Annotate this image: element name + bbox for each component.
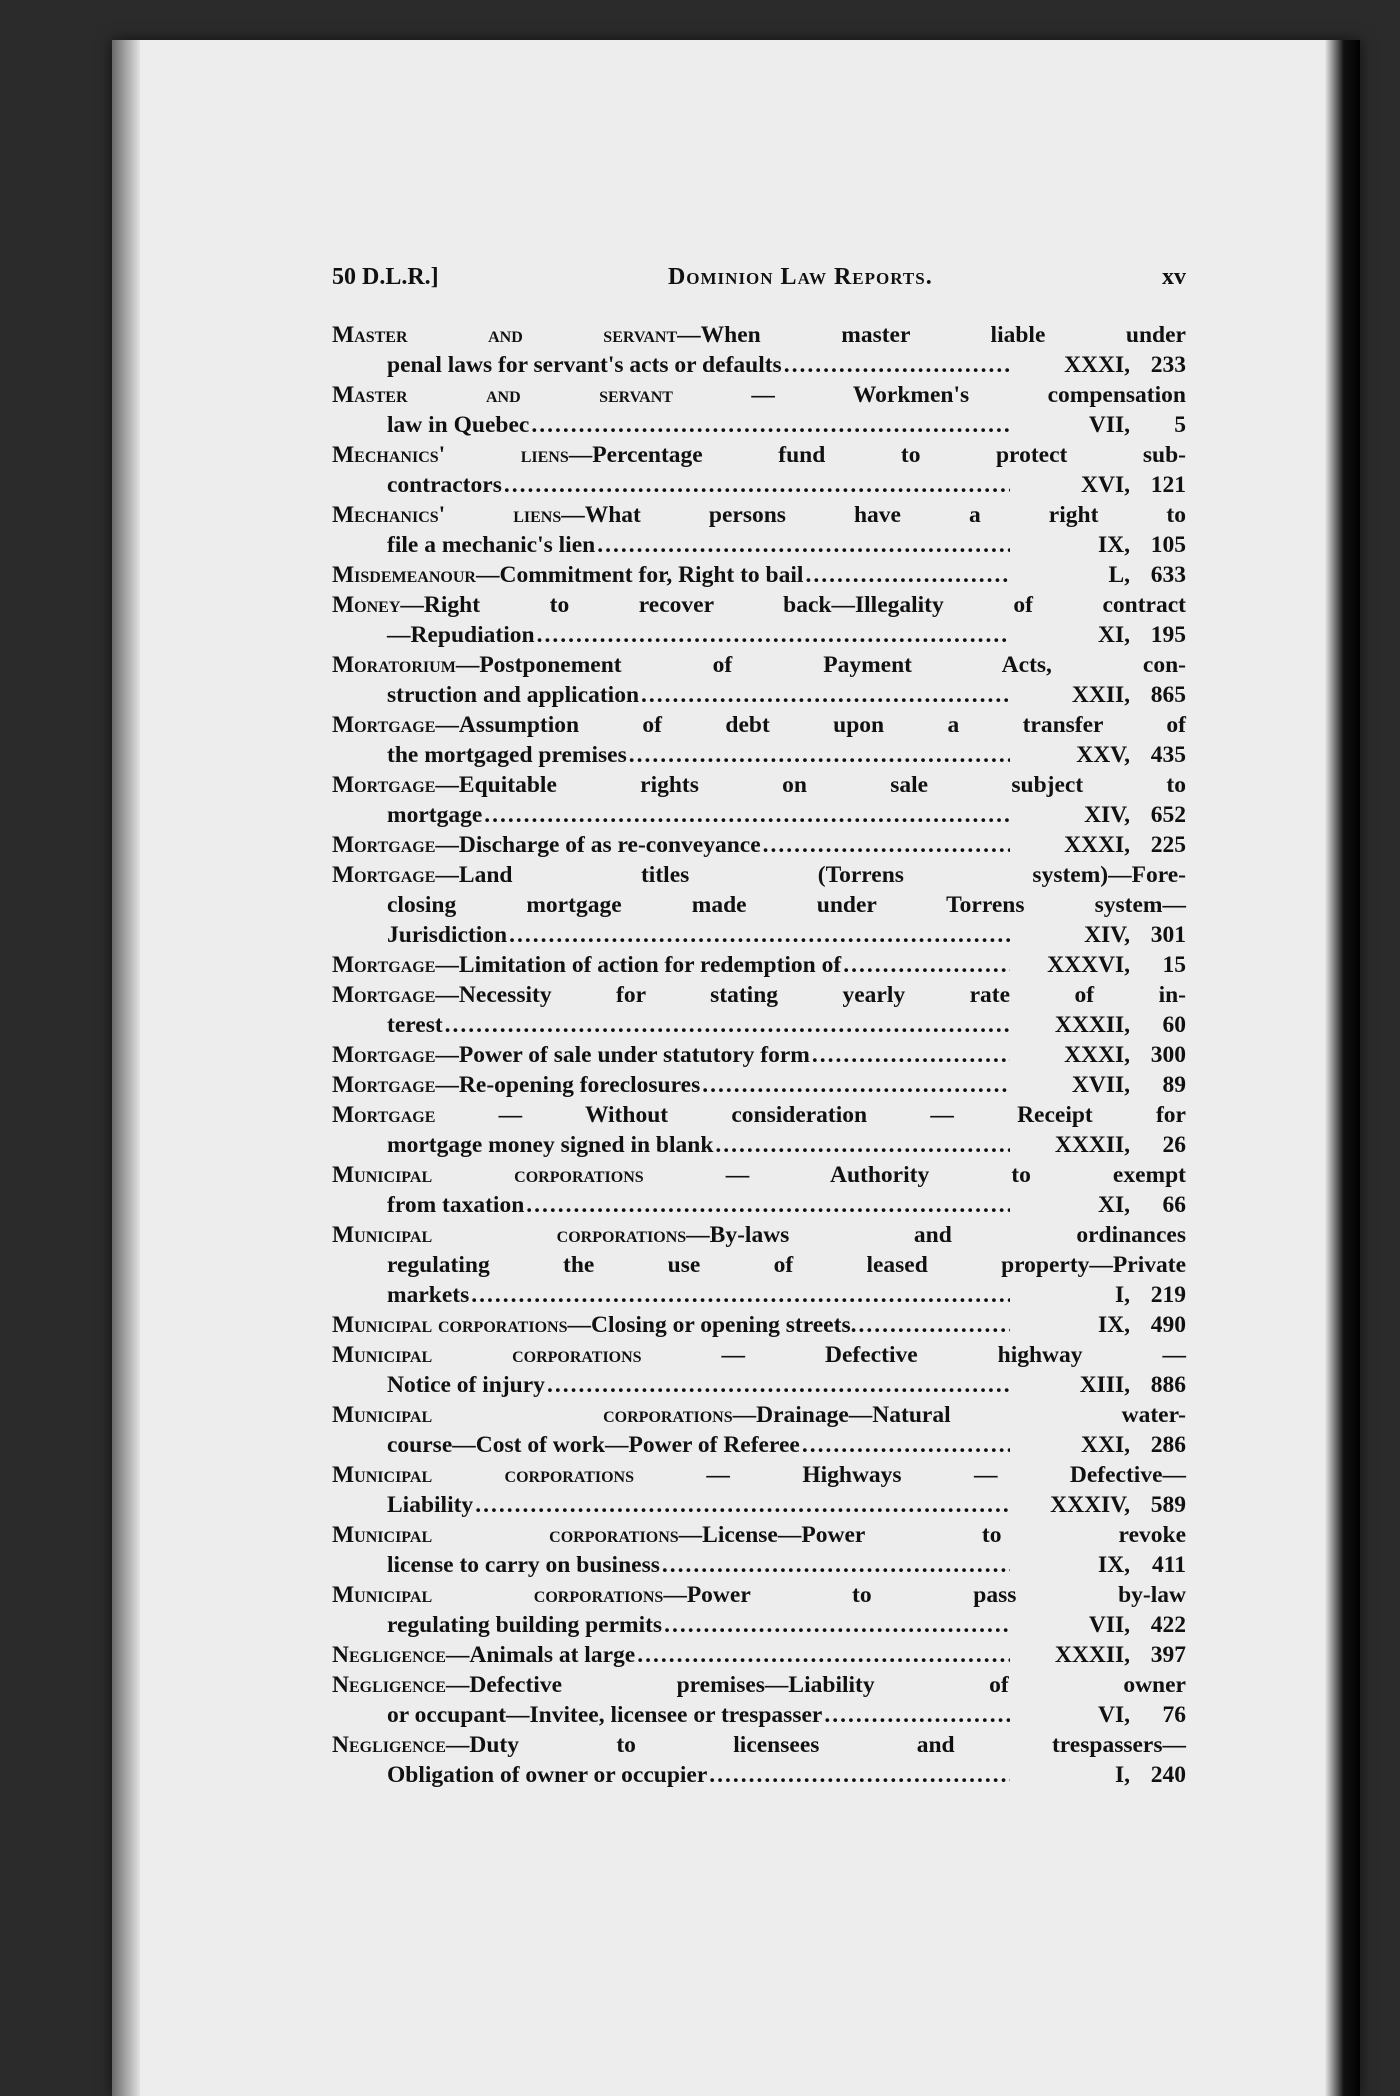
page-reference: 76 [1162,1702,1186,1728]
header-volume-ref: 50 D.L.R.] [332,264,439,290]
entry-continuation-line [332,1610,1186,1640]
entry-heading-term: Municipal corporations [332,1312,568,1338]
entry-text: mortgage money signed in blank [387,1132,714,1158]
volume-number: XXI, [1081,1432,1130,1458]
entry-text: the mortgaged premises [387,742,627,768]
entry-continuation-line [332,1760,1186,1790]
header-page-number: xv [1162,264,1186,290]
index-entry [332,1070,1186,1100]
entry-continuation-line [332,800,1186,830]
entry-first-line [332,590,1186,620]
header-title: Dominion Law Reports. [667,264,933,290]
entry-first-line [332,1070,1186,1100]
entry-text: —Assumption of debt upon a transfer of [435,712,1186,738]
entry-text: —Power to pass by-law [663,1582,1187,1608]
volume-number: XVI, [1081,472,1130,498]
leader-dots [627,740,1010,770]
index-entry [332,650,1186,710]
volume-number: IX, [1098,1552,1130,1578]
entry-first-line [332,1310,1186,1340]
entry-heading-term: Mortgage [332,1072,436,1098]
leader-dots [595,530,1010,560]
index-entry [332,770,1186,830]
entry-continuation-line [332,1430,1186,1460]
entry-heading-term: Mortgage [332,862,436,888]
entry-text: — Defective highway — [641,1342,1186,1368]
entry-first-line [332,1580,1186,1610]
volume-number: XXV, [1076,742,1130,768]
entry-first-line [332,1670,1186,1700]
page-reference: 240 [1150,1762,1186,1788]
page-reference: 435 [1150,742,1186,768]
entry-first-line [332,320,1186,350]
entry-text: or occupant—Invitee, licensee or trespasser [387,1702,823,1728]
entry-heading-term: Moratorium [332,652,456,678]
entry-first-line [332,1040,1186,1070]
entry-heading-term: Negligence [332,1732,446,1758]
entry-heading-term: Mortgage [332,712,436,738]
page-reference: 5 [1174,412,1186,438]
entry-text: — Authority to exempt [643,1162,1186,1188]
entry-text: —Defective premises—Liability of owner [445,1672,1186,1698]
index-entry-list [332,320,1186,1790]
page-reference: 121 [1150,472,1186,498]
leader-dots [856,1310,1010,1340]
entry-heading-term: Misdemeanour [332,562,476,588]
index-entry [332,320,1186,380]
entry-heading-term: Negligence [332,1642,446,1668]
leader-dots [660,1550,1010,1580]
entry-first-line [332,440,1186,470]
entry-text: —Repudiation [387,622,535,648]
entry-first-line [332,1460,1186,1490]
entry-heading-term: Mortgage [332,952,436,978]
entry-text: —By-laws and ordinances [686,1222,1186,1248]
leader-dots [713,1130,1010,1160]
index-entry [332,1340,1186,1400]
entry-text: mortgage [387,802,483,828]
index-entry [332,590,1186,650]
entry-text: —Postponement of Payment Acts, con- [455,652,1186,678]
leader-dots [443,1010,1010,1040]
entry-continuation-line [332,530,1186,560]
index-entry [332,440,1186,500]
entry-heading-term: Municipal corporations [332,1222,687,1248]
index-entry [332,860,1186,950]
index-entry [332,1640,1186,1670]
entry-continuation-line [332,1700,1186,1730]
volume-number: XXXIV, [1050,1492,1130,1518]
entry-heading-term: Mechanics' liens [332,502,562,528]
volume-number: XXXI, [1064,1042,1130,1068]
index-entry [332,980,1186,1040]
entry-continuation-line [332,1280,1186,1310]
index-entry [332,1400,1186,1460]
entry-first-line [332,1160,1186,1190]
entry-heading-term: Money [332,592,401,618]
entry-text: — Highways — Defective— [634,1462,1186,1488]
page-reference: 195 [1150,622,1186,648]
volume-number: XXXVI, [1047,952,1130,978]
entry-text: —Limitation of action for redemption of [435,952,842,978]
entry-first-line [332,770,1186,800]
entry-text: regulating building permits [387,1612,663,1638]
entry-continuation-line [332,1250,1186,1280]
entry-text: —Power of sale under statutory form [435,1042,810,1068]
index-entry [332,1580,1186,1640]
entry-continuation-line [332,470,1186,500]
entry-heading-term: Mortgage [332,1042,436,1068]
leader-dots [635,1640,1010,1670]
entry-first-line [332,710,1186,740]
page-reference: 411 [1152,1552,1186,1578]
entry-continuation-line [332,350,1186,380]
page-reference: 300 [1150,1042,1186,1068]
page-reference: 66 [1162,1192,1186,1218]
entry-continuation-line [332,680,1186,710]
entry-text: —Duty to licensees and trespassers— [445,1732,1186,1758]
entry-continuation-line [332,1370,1186,1400]
entry-text: contractors [387,472,502,498]
page-reference: 865 [1150,682,1186,708]
entry-text: —When master liable under [677,322,1186,348]
entry-text: —Commitment for, Right to bail [475,562,804,588]
entry-first-line [332,500,1186,530]
index-entry [332,500,1186,560]
index-entry [332,1670,1186,1730]
index-entry [332,710,1186,770]
leader-dots [841,950,1010,980]
index-entry [332,950,1186,980]
leader-dots [707,1760,1010,1790]
entry-heading-term: Municipal corporations [332,1162,644,1188]
entry-text: Jurisdiction [387,922,508,948]
entry-first-line [332,1640,1186,1670]
volume-number: VII, [1088,1612,1130,1638]
entry-heading-term: Negligence [332,1672,446,1698]
entry-text: —Re-opening foreclosures [435,1072,701,1098]
volume-number: XXXII, [1054,1642,1130,1668]
page-reference: 15 [1162,952,1186,978]
leader-dots [782,350,1010,380]
entry-text: Notice of injury [387,1372,545,1398]
entry-heading-term: Mortgage [332,982,436,1008]
entry-text: file a mechanic's lien [387,532,596,558]
page-reference: 589 [1150,1492,1186,1518]
volume-number: XXII, [1071,682,1130,708]
leader-dots [810,1040,1010,1070]
entry-continuation-line [332,620,1186,650]
volume-number: XI, [1098,1192,1130,1218]
page-reference: 652 [1150,802,1186,828]
entry-text: —Discharge of as re-conveyance [435,832,761,858]
entry-first-line [332,950,1186,980]
index-entry [332,1040,1186,1070]
leader-dots [473,1490,1010,1520]
page-reference: 490 [1150,1312,1186,1338]
entry-first-line [332,1340,1186,1370]
leader-dots [524,1190,1010,1220]
entry-text: regulating the use of leased property—Private [387,1252,1186,1278]
leader-dots [639,680,1010,710]
index-entry [332,1520,1186,1580]
leader-dots [469,1280,1010,1310]
page-reference: 286 [1150,1432,1186,1458]
entry-heading-term: Municipal corporations [332,1342,642,1368]
volume-number: VII, [1088,412,1130,438]
entry-heading-term: Master and servant [332,382,673,408]
volume-number: XVII, [1071,1072,1130,1098]
entry-continuation-line [332,1130,1186,1160]
page-reference: 26 [1162,1132,1186,1158]
volume-number: VI, [1098,1702,1130,1728]
volume-number: XXXI, [1064,832,1130,858]
entry-first-line [332,830,1186,860]
leader-dots [507,920,1010,950]
entry-heading-term: Municipal corporations [332,1462,635,1488]
entry-first-line [332,980,1186,1010]
running-header [332,264,1186,291]
entry-text: Obligation of owner or occupier [387,1762,708,1788]
entry-text: license to carry on business [387,1552,660,1578]
index-entry [332,1460,1186,1520]
entry-continuation-line [332,920,1186,950]
index-entry [332,830,1186,860]
page-gutter-shadow [112,40,140,2096]
entry-text: —Percentage fund to protect sub- [568,442,1186,468]
volume-number: IX, [1098,1312,1130,1338]
volume-number: L, [1108,562,1130,588]
entry-heading-term: Municipal corporations [332,1582,664,1608]
leader-dots [662,1610,1010,1640]
entry-heading-term: Mortgage [332,1102,436,1128]
leader-dots [761,830,1010,860]
entry-text: struction and application [387,682,640,708]
volume-number: XXXI, [1064,352,1130,378]
index-entry [332,1220,1186,1310]
page-reference: 219 [1150,1282,1186,1308]
volume-number: XIV, [1084,802,1130,828]
entry-first-line [332,650,1186,680]
entry-heading-term: Municipal corporations [332,1522,679,1548]
volume-number: XI, [1098,622,1130,648]
page-reference: 422 [1150,1612,1186,1638]
entry-text: — Workmen's compensation [672,382,1186,408]
entry-text: course—Cost of work—Power of Referee [387,1432,800,1458]
entry-first-line [332,1100,1186,1130]
leader-dots [800,1430,1010,1460]
index-entry [332,1100,1186,1160]
entry-first-line [332,1520,1186,1550]
book-page [112,40,1360,2096]
index-entry [332,380,1186,440]
entry-text: —Animals at large [445,1642,636,1668]
entry-text: —Closing or opening streets. [567,1312,857,1338]
volume-number: I, [1114,1762,1130,1788]
entry-text: —Drainage—Natural water- [732,1402,1186,1428]
entry-text: — Without consideration — Receipt for [435,1102,1186,1128]
page-reference: 301 [1150,922,1186,948]
page-reference: 225 [1150,832,1186,858]
entry-text: Liability [387,1492,474,1518]
leader-dots [822,1700,1010,1730]
leader-dots [803,560,1010,590]
entry-continuation-line [332,1190,1186,1220]
page-right-edge [1324,40,1360,2096]
entry-text: law in Quebec [387,412,530,438]
entry-continuation-line [332,1490,1186,1520]
entry-first-line [332,860,1186,890]
entry-text: —What persons have a right to [561,502,1186,528]
index-entry [332,1310,1186,1340]
page-reference: 105 [1150,532,1186,558]
entry-first-line [332,1730,1186,1760]
page-reference: 233 [1150,352,1186,378]
entry-text: markets [387,1282,470,1308]
page-reference: 60 [1162,1012,1186,1038]
page-reference: 89 [1162,1072,1186,1098]
volume-number: XXXII, [1054,1132,1130,1158]
entry-continuation-line [332,740,1186,770]
volume-number: XIV, [1084,922,1130,948]
page-reference: 633 [1150,562,1186,588]
entry-text: —Right to recover back—Illegality of contract [400,592,1186,618]
entry-text: from taxation [387,1192,525,1218]
entry-first-line [332,1400,1186,1430]
entry-heading-term: Mortgage [332,832,436,858]
index-entry [332,1160,1186,1220]
volume-number: IX, [1098,532,1130,558]
entry-heading-term: Mortgage [332,772,436,798]
entry-first-line [332,1220,1186,1250]
entry-text: —Land titles (Torrens system)—Fore- [435,862,1186,888]
entry-continuation-line [332,410,1186,440]
entry-continuation-line [332,890,1186,920]
entry-heading-term: Master and servant [332,322,678,348]
entry-text: —Equitable rights on sale subject to [435,772,1186,798]
page-reference: 397 [1150,1642,1186,1668]
leader-dots [529,410,1010,440]
page-reference: 886 [1150,1372,1186,1398]
entry-continuation-line [332,1550,1186,1580]
entry-text: terest [387,1012,443,1038]
entry-first-line [332,380,1186,410]
leader-dots [700,1070,1010,1100]
index-entry [332,1730,1186,1790]
leader-dots [482,800,1010,830]
entry-text: —License—Power to revoke [678,1522,1186,1548]
entry-first-line [332,560,1186,590]
leader-dots [502,470,1010,500]
volume-number: XXXII, [1054,1012,1130,1038]
entry-text: penal laws for servant's acts or defaults [387,352,782,378]
entry-heading-term: Municipal corporations [332,1402,733,1428]
volume-number: I, [1114,1282,1130,1308]
entry-text: —Necessity for stating yearly rate of in- [435,982,1186,1008]
entry-continuation-line [332,1010,1186,1040]
entry-text: closing mortgage made under Torrens system— [387,892,1186,918]
leader-dots [535,620,1010,650]
index-entry [332,560,1186,590]
volume-number: XIII, [1079,1372,1130,1398]
entry-heading-term: Mechanics' liens [332,442,569,468]
leader-dots [545,1370,1010,1400]
